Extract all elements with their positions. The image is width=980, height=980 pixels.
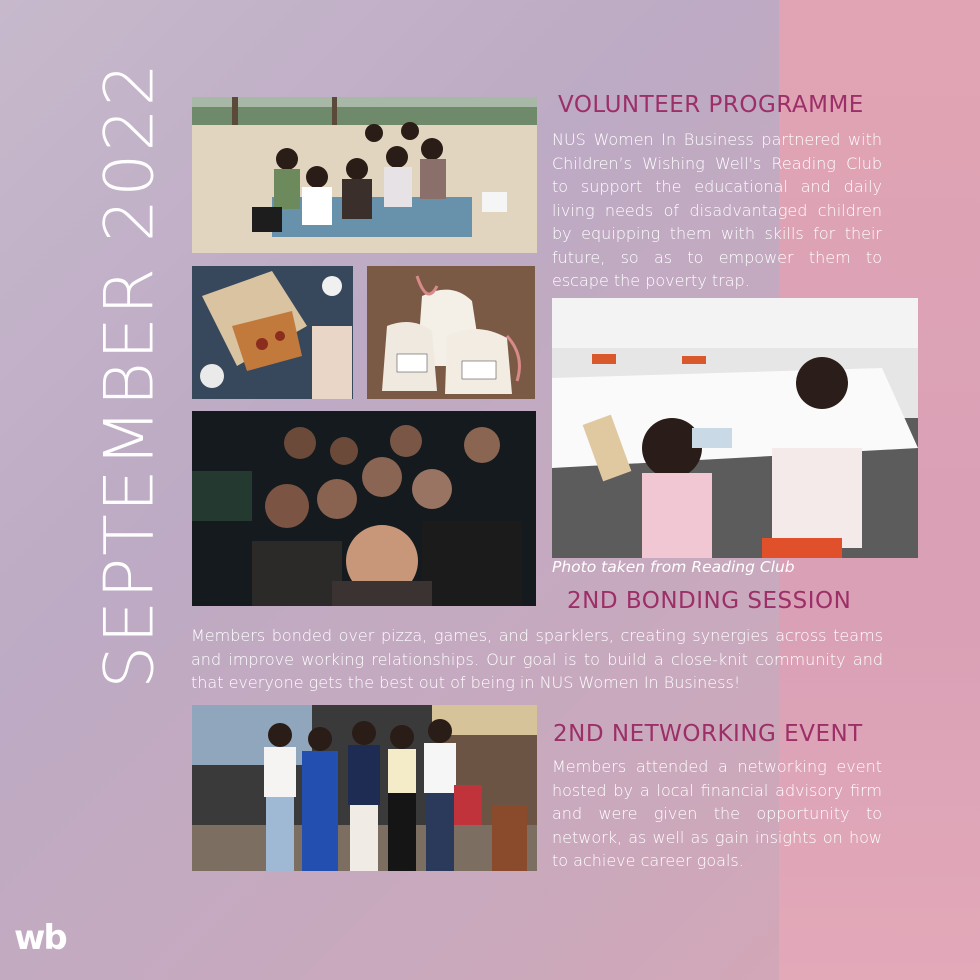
volunteer-body: NUS Women In Business partnered with Children’s Wishing Well's Reading Club to support the educational and daily living needs of disadvantaged children by equipping them with skills for their future, so as to empower them to escape the poverty trap. bbox=[552, 130, 882, 290]
networking-heading: 2ND NETWORKING EVENT bbox=[553, 721, 863, 747]
bonding-heading: 2ND BONDING SESSION bbox=[567, 588, 852, 614]
wib-logo: wb bbox=[14, 918, 66, 958]
pizza-photo bbox=[192, 266, 353, 399]
reading-club-caption: Photo taken from Reading Club bbox=[552, 558, 795, 576]
month-title: SEPTEMBER 2022 bbox=[90, 61, 170, 689]
bonding-body: Members bonded over pizza, games, and sparklers, creating synergies across teams and improve working relationships. Our goal is to build a close-knit community and that everyone gets the best out of being in NUS Women In Business! bbox=[191, 626, 883, 692]
night-group-selfie bbox=[192, 411, 536, 606]
networking-group-photo bbox=[192, 705, 537, 871]
beach-group-photo bbox=[192, 97, 537, 253]
reading-club-photo bbox=[552, 298, 918, 558]
volunteer-heading: VOLUNTEER PROGRAMME bbox=[558, 92, 864, 118]
gift-bags-photo bbox=[367, 266, 535, 399]
networking-body: Members attended a networking event hosted by a local financial advisory firm and were given the opportunity to network, as well as gain insights on how to achieve career goals. bbox=[552, 757, 882, 870]
